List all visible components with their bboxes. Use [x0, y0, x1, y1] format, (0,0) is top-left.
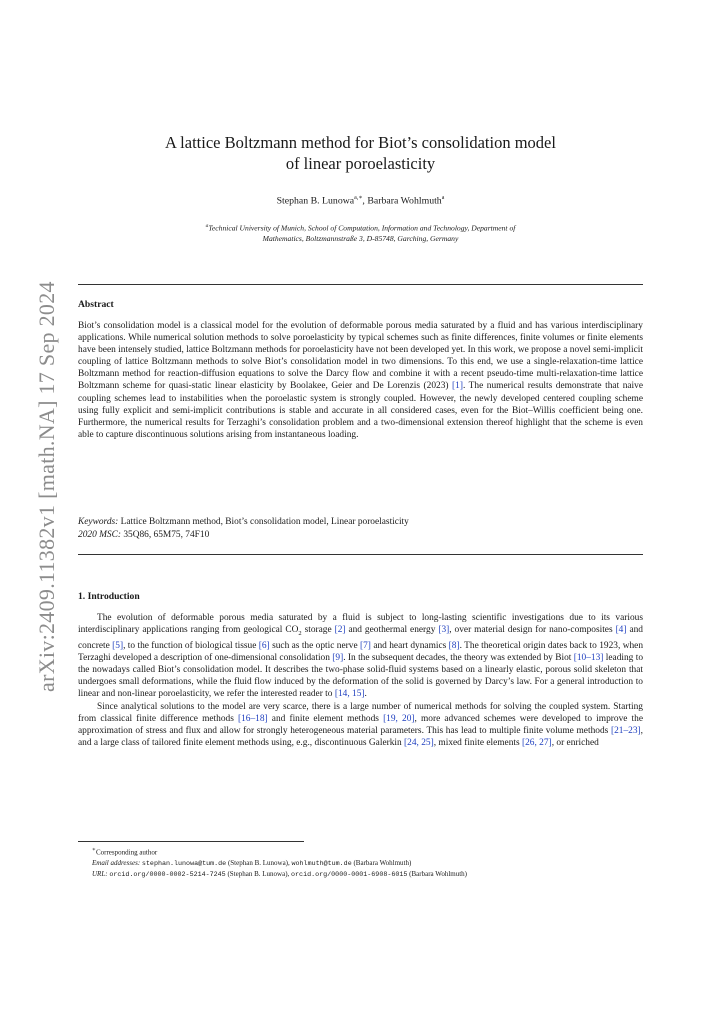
citation-link[interactable]: [14, 15]	[334, 689, 365, 700]
abstract-body	[78, 320, 643, 441]
citation-link[interactable]: [4]	[615, 625, 627, 636]
orcid-link[interactable]: orcid.org/0000-0002-5214-7245	[109, 871, 226, 880]
keywords-block	[78, 516, 643, 542]
introduction-body	[78, 612, 643, 749]
intro-paragraph-1: The evolution of deformable porous media saturated by a fluid is subject to long-lasting scientific investigations due to its various interdisciplinary applications ranging from geological $CO_2$ storage [2] and geothermal energy [3], over material design for nano-composites [4] and concrete [5], to the function of biological tissue [6] such as the optic nerve [7] and heart dynamics [8]. The theoretical origin dates back to 1923, when Terzaghi developed a description of one-dimensional consolidation [9]. In the subsequent decades, the theory was extended by Biot [10–13] leading to the nowadays called Biot’s consolidation model. It describes the two-phase solid-fluid systems based on a linearly elastic, porous solid skeleton that undergoes small deformations, while the fluid flow induced by the deformation of the solid is governed by Darcy’s law. For a general introduction to linear and non-linear poroelasticity, we refer the interested reader to [14, 15].	[78, 613, 644, 700]
citation-link[interactable]: [21–23]	[610, 725, 641, 736]
abstract-text-2: . The numerical results demonstrate that naive coupling schemes lead to instabilities when the poroelastic system is strongly coupled. However, the newly developed centered coupling scheme using fully explicit and semi-implicit contributions is stable and accurate in all considered cases, even for the Biot–Willis coefficient being one. Furthermore, the numerical results for Terzaghi’s consolidation problem and a two-dimensional extension thereof highlight that the scheme is even able to capture discontinuous solutions arising from instantaneous loading.	[78, 381, 643, 440]
author-list	[78, 194, 643, 206]
citation-link[interactable]: [5]	[112, 641, 124, 652]
email-link[interactable]: stephan.lunowa@tum.de	[141, 859, 227, 868]
intro-paragraph-2: Since analytical solutions to the model are very scarce, there is a large number of numerical methods for solving the coupled system. Starting from classical finite difference methods [16–18] and finite element methods [19, 20], more advanced schemes were developed to improve the approximation of stress and flux and allow for strongly heterogeneous material parameters. This has lead to multiple finite volume methods [21–23], and a large class of tailored finite element methods using, e.g., discontinuous Galerkin [24, 25], mixed finite elements [26, 27], or enriched	[78, 701, 644, 748]
email-link[interactable]: wohlmuth@tum.de	[291, 859, 352, 868]
footnote-corresponding: ∗Corresponding author	[92, 847, 158, 857]
citation-link[interactable]: [19, 20]	[383, 713, 415, 724]
citation-link[interactable]: [6]	[258, 641, 270, 652]
arxiv-sidebar	[14, 281, 59, 692]
citation-link[interactable]: [9]	[332, 653, 344, 664]
title-line-2: of linear poroelasticity	[285, 154, 436, 173]
paper-title	[78, 132, 643, 174]
orcid-link[interactable]: orcid.org/0000-0001-6908-6015	[291, 871, 408, 880]
citation-link[interactable]: [3]	[438, 625, 450, 636]
citation-link[interactable]: [16–18]	[237, 713, 268, 724]
citation-link[interactable]: [24, 25]	[404, 737, 434, 748]
affiliation-line-1: Technical University of Munich, School of Computation, Information and Technology, Department of	[208, 223, 516, 233]
author-separator: ,	[362, 195, 368, 207]
abstract-heading: Abstract	[78, 299, 114, 310]
msc-label: 2020 MSC:	[78, 530, 121, 541]
citation-link[interactable]: [8]	[448, 641, 460, 652]
abstract-text-1: Biot’s consolidation model is a classical model for the evolution of deformable porous media saturated by a fluid and has various interdisciplinary applications. While numerical solution methods to solve poroelasticity by typical schemes such as finite differences, finite volumes or finite elements have been intensely studied, lattice Boltzmann methods for poroelasticity have not been developed yet. In this work, we propose a novel semi-implicit coupling of lattice Boltzmann methods to solve Biot’s consolidation model in two dimensions. To this end, we use a single-relaxation-time lattice Boltzmann method for reaction-diffusion equations to solve the Darcy flow and combine it with a recent pseudo-time multi-relaxation-time lattice Boltzmann scheme for quasi-static linear elasticity by Boolakee, Geier and De Lorenzis (2023)	[78, 321, 643, 392]
affiliation	[78, 221, 643, 245]
footnote-rule	[78, 841, 304, 842]
section-heading-introduction: 1. Introduction	[78, 591, 140, 602]
keywords-label: Keywords:	[78, 517, 119, 527]
affiliation-mark: a	[205, 223, 209, 229]
footnotes	[78, 845, 648, 881]
title-line-1: A lattice Boltzmann method for Biot’s consolidation model	[165, 133, 556, 152]
citation-link[interactable]: [26, 27]	[522, 737, 552, 748]
author-2: Barbara Wohlmuth	[367, 195, 442, 207]
keywords-value: Lattice Boltzmann method, Biot’s consolidation model, Linear poroelasticity	[120, 517, 409, 527]
abstract-bottom-rule	[78, 554, 643, 555]
affiliation-line-2: Mathematics, Boltzmannstraße 3, D-85748, Garching, Germany	[262, 234, 459, 244]
abstract-top-rule	[78, 284, 643, 285]
author-2-marks: a	[441, 195, 445, 201]
footnote-urls: URL: orcid.org/0000-0002-5214-7245 (Stephan B. Lunowa), orcid.org/0000-0001-6908-6015 (Barbara Wohlmuth)	[92, 870, 467, 880]
footnote-emails: Email addresses: stephan.lunowa@tum.de (Stephan B. Lunowa), wohlmuth@tum.de (Barbara Wohlmuth)	[92, 858, 412, 868]
author-1-marks: a,∗	[354, 195, 363, 201]
citation-link[interactable]: [10–13]	[573, 653, 604, 664]
author-1: Stephan B. Lunowa	[276, 195, 355, 207]
citation-link[interactable]: [7]	[360, 641, 371, 652]
msc-value: 35Q86, 65M75, 74F10	[123, 530, 210, 541]
citation-link[interactable]: [1]	[452, 381, 463, 392]
citation-link[interactable]: [2]	[334, 625, 346, 636]
arxiv-identifier: arXiv:2409.11382v1 [math.NA] 17 Sep 2024	[34, 281, 59, 692]
